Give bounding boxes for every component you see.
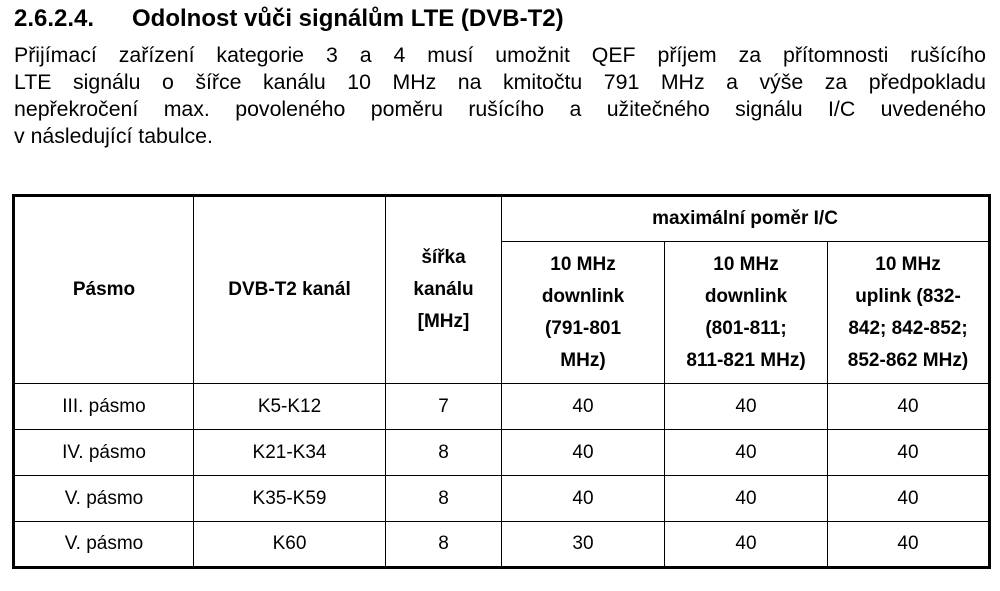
cell-downlink-2: 40 [665, 430, 828, 476]
header-line: 852-862 MHz) [847, 349, 969, 371]
cell-width: 8 [386, 430, 502, 476]
header-line: šířka [421, 247, 466, 268]
header-line: 10 MHz [875, 253, 941, 275]
header-line: downlink [704, 285, 788, 307]
header-channel-width [386, 196, 502, 384]
cell-uplink: 40 [828, 522, 990, 568]
cell-channel: K60 [194, 522, 386, 568]
header-channel: DVB-T2 kanál [194, 196, 386, 384]
body-paragraph [14, 42, 986, 150]
cell-downlink-2: 40 [665, 522, 828, 568]
cell-downlink-2: 40 [665, 476, 828, 522]
cell-channel: K5-K12 [194, 384, 386, 430]
cell-downlink-1: 30 [502, 522, 665, 568]
header-line: (791-801 [544, 317, 622, 339]
cell-uplink: 40 [828, 476, 990, 522]
header-line: 842; 842-852; [848, 317, 968, 339]
table-row [14, 476, 990, 522]
lte-immunity-table [12, 194, 991, 569]
cell-band: V. pásmo [14, 522, 194, 568]
cell-downlink-1: 40 [502, 430, 665, 476]
section-number: 2.6.2.4. [14, 5, 95, 32]
paragraph-line: Přijímací zařízení kategorie 3 a 4 musí umožnit QEF příjem za přítomnosti rušícího [14, 43, 986, 67]
cell-width: 8 [386, 522, 502, 568]
paragraph-line: nepřekročení max. povoleného poměru rušícího a užitečného signálu I/C uvedeného [14, 97, 986, 121]
header-line: uplink (832- [855, 285, 961, 307]
section-title: Odolnost vůči signálům LTE (DVB-T2) [132, 5, 564, 32]
cell-downlink-1: 40 [502, 384, 665, 430]
header-downlink-791-801 [502, 242, 665, 384]
header-band: Pásmo [14, 196, 194, 384]
table-header-row [14, 196, 990, 242]
cell-uplink: 40 [828, 430, 990, 476]
header-line: MHz) [560, 349, 606, 371]
cell-band: V. pásmo [14, 476, 194, 522]
cell-channel: K21-K34 [194, 430, 386, 476]
header-line: kanálu [413, 279, 474, 300]
cell-width: 7 [386, 384, 502, 430]
header-line: 10 MHz [713, 253, 779, 275]
cell-width: 8 [386, 476, 502, 522]
cell-uplink: 40 [828, 384, 990, 430]
header-line: [MHz] [417, 311, 470, 332]
header-line: (801-811; [705, 317, 787, 339]
header-line: 811-821 MHz) [686, 349, 806, 371]
cell-channel: K35-K59 [194, 476, 386, 522]
paragraph-line: v následující tabulce. [14, 124, 213, 148]
cell-downlink-1: 40 [502, 476, 665, 522]
section-heading [14, 2, 564, 36]
header-line: downlink [541, 285, 625, 307]
table-row [14, 430, 990, 476]
table-row [14, 384, 990, 430]
header-downlink-801-821 [665, 242, 828, 384]
cell-downlink-2: 40 [665, 384, 828, 430]
paragraph-line: LTE signálu o šířce kanálu 10 MHz na kmitočtu 791 MHz a výše za předpokladu [14, 70, 986, 94]
header-line: 10 MHz [550, 253, 616, 275]
cell-band: IV. pásmo [14, 430, 194, 476]
cell-band: III. pásmo [14, 384, 194, 430]
table-row [14, 522, 990, 568]
header-max-ratio-group: maximální poměr I/C [502, 196, 990, 242]
header-uplink-832-862 [828, 242, 990, 384]
